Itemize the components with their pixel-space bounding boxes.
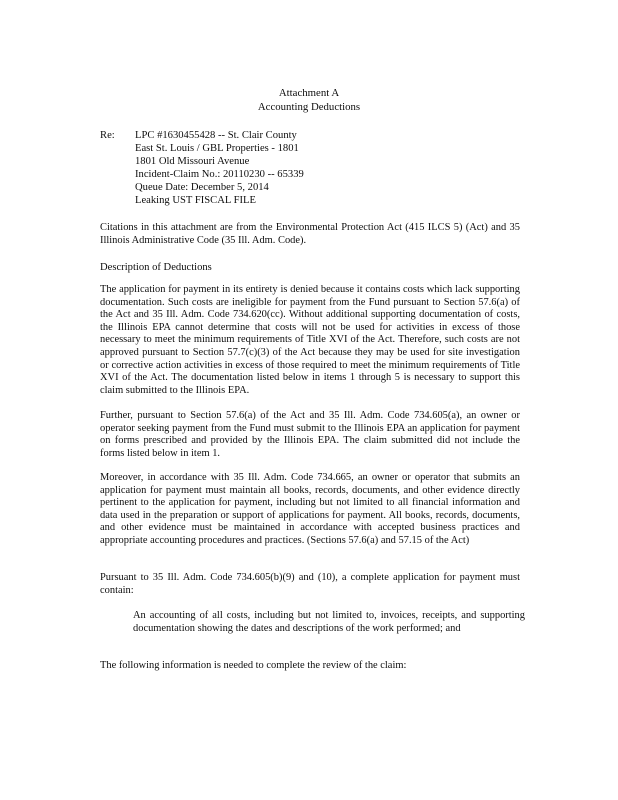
re-block	[135, 130, 304, 207]
re-line: LPC #1630455428 -- St. Clair County	[135, 130, 297, 141]
citations-paragraph: Citations in this attachment are from the Environmental Protection Act (415 ILCS 5) (Act) and 35 Illinois Administrative Code (35 Ill. Adm. Code).	[100, 222, 520, 246]
paragraph-accounting-item: An accounting of all costs, including but not limited to, invoices, receipts, and supporting documentation showing the dates and descriptions of the work performed; and	[133, 610, 525, 634]
re-line: Leaking UST FISCAL FILE	[135, 194, 256, 206]
re-line: Queue Date: December 5, 2014	[135, 181, 269, 193]
re-line: Incident-Claim No.: 20110230 -- 65339	[135, 168, 304, 180]
paragraph-requirements: Pursuant to 35 Ill. Adm. Code 734.605(b)(9) and (10), a complete application for payment must contain:	[100, 572, 520, 596]
re-line: East St. Louis / GBL Properties - 1801	[135, 142, 299, 154]
re-label: Re:	[100, 130, 115, 141]
paragraph-needed-info: The following information is needed to complete the review of the claim:	[100, 660, 407, 671]
re-line: 1801 Old Missouri Avenue	[135, 155, 250, 167]
attachment-title: Attachment A	[278, 87, 340, 99]
attachment-subtitle: Accounting Deductions	[257, 101, 361, 113]
section-heading: Description of Deductions	[100, 262, 212, 273]
paragraph-forms: Further, pursuant to Section 57.6(a) of the Act and 35 Ill. Adm. Code 734.605(a), an owner or operator seeking payment from the Fund must submit to the Illinois EPA an application for payment on forms prescribed and provided by the Illinois EPA. The claim submitted did not include the forms listed below in item 1.	[100, 410, 520, 459]
paragraph-records: Moreover, in accordance with 35 Ill. Adm. Code 734.665, an owner or operator that submits an application for payment must maintain all books, records, documents, and other evidence directly pertinent to the application for payment, including but not limited to all financial information and data used in the preparation or support of applications for payment. All books, records, documents, and other evidence must be maintained in accordance with accepted business practices and appropriate accounting procedures and practices. (Sections 57.6(a) and 57.15 of the Act)	[100, 472, 520, 546]
paragraph-denial: The application for payment in its entirety is denied because it contains costs which lack supporting documentation. Such costs are ineligible for payment from the Fund pursuant to Section 57.6(a) of the Act and 35 Ill. Adm. Code 734.620(cc). Without additional supporting documentation of costs, the Illinois EPA cannot determine that costs will not be used for activities in excess of those necessary to meet the minimum requirements of Title XVI of the Act. Therefore, such costs are not approved pursuant to Section 57.7(c)(3) of the Act because they may be used for site investigation or corrective action activities in excess of those required to meet the minimum requirements of Title XVI of the Act. The documentation listed below in items 1 through 5 is necessary to support this claim submitted to the Illinois EPA.	[100, 284, 520, 396]
